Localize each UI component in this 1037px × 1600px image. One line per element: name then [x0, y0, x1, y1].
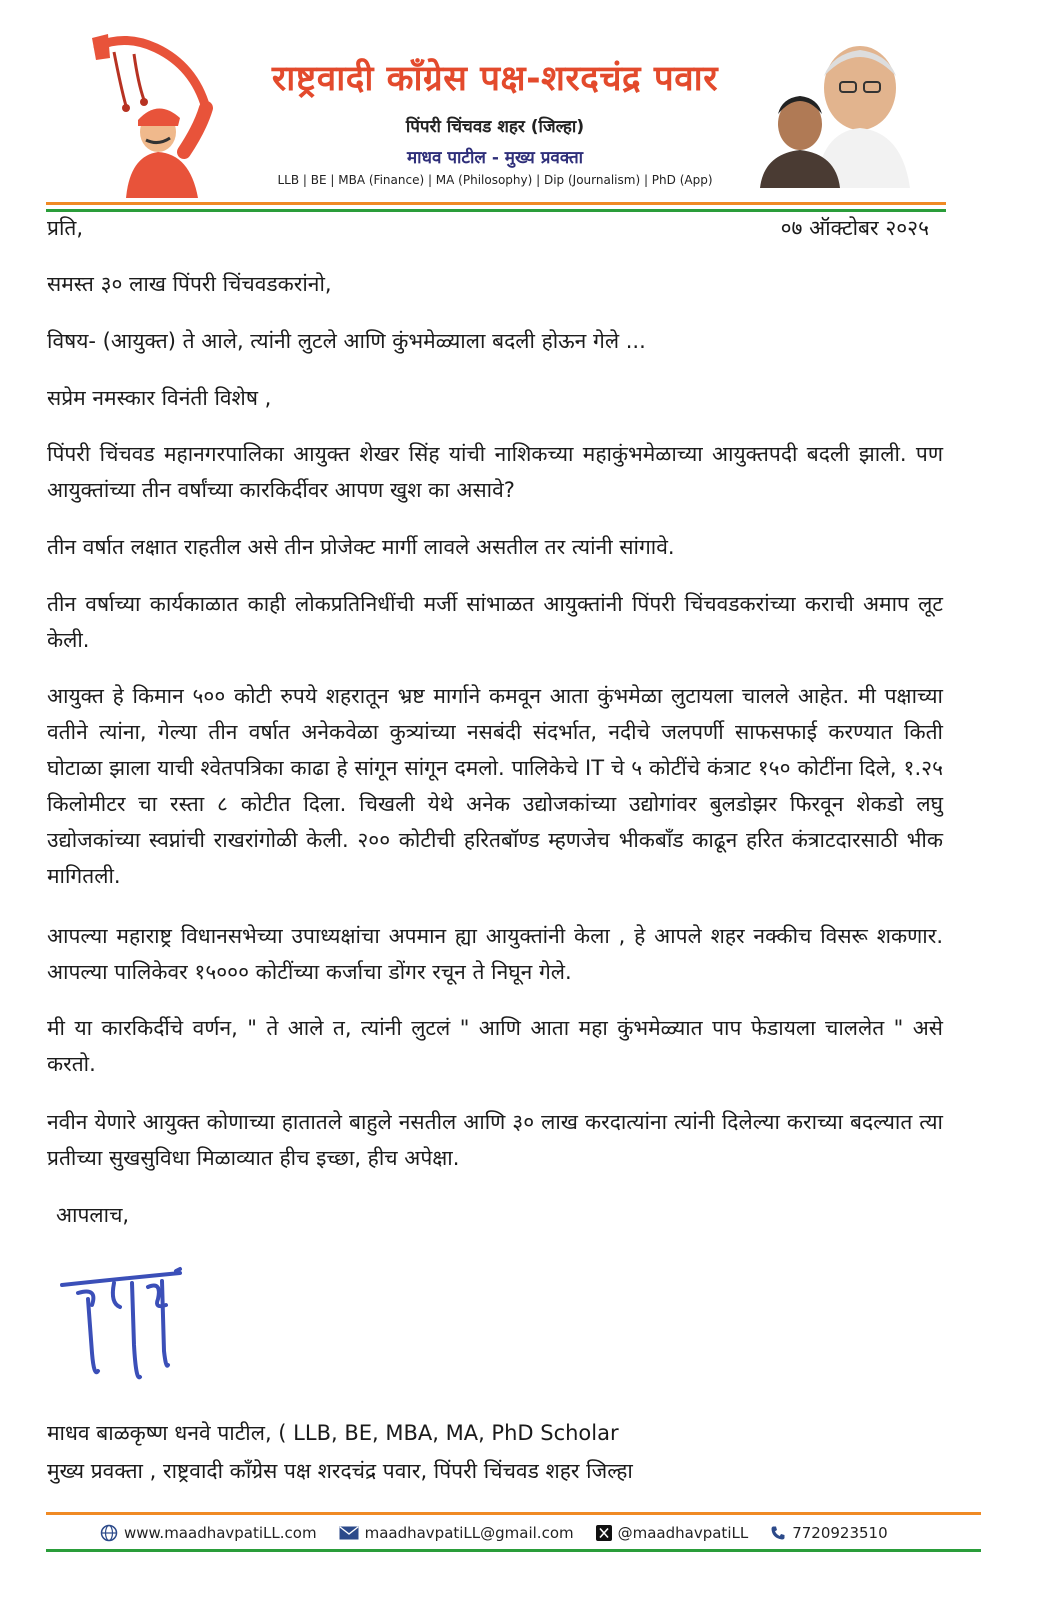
- email-text: maadhavpatiLL@gmail.com: [364, 1524, 574, 1542]
- website-text: www.maadhavpatiLL.com: [124, 1524, 317, 1542]
- paragraph-5: आपल्या महाराष्ट्र विधानसभेच्या उपाध्यक्षांचा अपमान ह्या आयुक्तांनी केला , हे आपले शहर नक्कीच विसरू शकणार. आपल्या पालिकेवर १५००० कोटींच्या कर्जाचा डोंगर रचून ते निघून गेले.: [47, 924, 943, 984]
- header-divider-white: [46, 206, 946, 208]
- city-unit: पिंपरी चिंचवड शहर (जिल्हा): [405, 117, 585, 137]
- letter-salutation: सप्रेम नमस्कार विनंती विशेष ,: [47, 386, 272, 410]
- signatory-name: माधव बाळकृष्ण धनवे पाटील, ( LLB, BE, MBA, MA, PhD Scholar: [47, 1421, 619, 1445]
- signatory-role: मुख्य प्रवक्ता , राष्ट्रवादी कॉंग्रेस पक्ष शरदचंद्र पवार, पिंपरी चिंचवड शहर जिल्हा: [47, 1459, 633, 1483]
- paragraph-2: तीन वर्षात लक्षात राहतील असे तीन प्रोजेक्ट मार्गी लावले असतील तर त्यांनी सांगावे.: [47, 535, 675, 559]
- footer-website[interactable]: [100, 1524, 317, 1542]
- letter-greeting: समस्त ३० लाख पिंपरी चिंचवडकरांनो,: [47, 272, 332, 296]
- tutari-logo-icon: [86, 28, 226, 198]
- letterhead: [0, 0, 1037, 205]
- paragraph-1: पिंपरी चिंचवड महानगरपालिका आयुक्त शेखर सिंह यांची नाशिकच्या महाकुंभमेळाच्या आयुक्तपदी बदली झाली. पण आयुक्तांच्या तीन वर्षांच्या कारकिर्दीवर आपण खुश का असावे?: [47, 442, 943, 502]
- paragraph-4: आयुक्त हे किमान ५०० कोटी रुपये शहरातून भ्रष्ट मार्गाने कमवून आता कुंभमेळा लुटायला चालले आहेत. मी पक्षाच्या वतीने त्यांना, गेल्या तीन वर्षात अनेकवेळा कुत्र्यांच्या नसबंदी संदर्भात, नदीचे जलपर्णी साफसफाई करण्यात किती घोटाळा झाला याची श्वेतपत्रिका काढा हे सांगून सांगून दमलो. पालिकेचे IT चे ५ कोटींचे कंत्राट १५० कोटींना दिले, १.२५ किलोमीटर चा रस्ता ८ कोटीत दिला. चिखली येथे अनेक उद्योजकांच्या उद्योगांवर बुलडोझर फिरवून शेकडो लघु उद्योजकांच्या स्वप्नांची राखरांगोळी केली. २०० कोटीची हरितबॉण्ड म्हणजेच भीकबाँड काढून हरित कंत्राटदारसाठी भीक मागितली.: [47, 684, 943, 888]
- footer-divider-green: [46, 1549, 981, 1552]
- paragraph-7: नवीन येणारे आयुक्त कोणाच्या हातातले बाहुले नसतील आणि ३० लाख करदात्यांना त्यांनी दिलेल्या कराच्या बदल्यात त्या प्रतीच्या सुखसुविधा मिळाव्यात हीच इच्छा, हीच अपेक्षा.: [47, 1110, 943, 1170]
- party-name: राष्ट्रवादी कॉंग्रेस पक्ष-शरदचंद्र पवार: [271, 59, 719, 99]
- letter-subject: विषय- (आयुक्त) ते आले, त्यांनी लुटले आणि कुंभमेळ्याला बदली होऊन गेले ...: [47, 329, 646, 353]
- footer-divider-saffron: [46, 1512, 981, 1515]
- letter-to: प्रति,: [47, 216, 84, 240]
- x-icon: [596, 1525, 612, 1541]
- mail-icon: [339, 1526, 359, 1540]
- letter-closing: आपलाच,: [56, 1203, 130, 1227]
- phone-icon: [770, 1525, 786, 1541]
- letter-date: ०७ ऑक्टोबर २०२५: [780, 216, 929, 240]
- footer-phone[interactable]: [770, 1524, 887, 1542]
- contact-footer: [100, 1520, 980, 1546]
- leader-portraits: [760, 28, 910, 188]
- phone-text: 7720923510: [792, 1524, 888, 1542]
- footer-x-handle[interactable]: [596, 1524, 749, 1542]
- spokesperson-title: माधव पाटील - मुख्य प्रवक्ता: [406, 148, 584, 168]
- paragraph-6: मी या कारकिर्दीचे वर्णन, " ते आले त, त्यांनी लुटलं " आणि आता महा कुंभमेळ्यात पाप फेडायला चाललेत " असे करतो.: [47, 1016, 943, 1076]
- handwritten-signature: [58, 1265, 188, 1390]
- globe-icon: [100, 1524, 118, 1542]
- footer-email[interactable]: [339, 1524, 574, 1542]
- qualifications: LLB | BE | MBA (Finance) | MA (Philosophy) | Dip (Journalism) | PhD (App): [277, 173, 713, 187]
- header-divider-saffron: [46, 202, 946, 205]
- paragraph-3: तीन वर्षाच्या कार्यकाळात काही लोकप्रतिनिधींची मर्जी सांभाळत आयुक्तांनी पिंपरी चिंचवडकरांच्या कराची अमाप लूट केली.: [47, 592, 943, 652]
- x-handle-text: @maadhavpatiLL: [617, 1524, 749, 1542]
